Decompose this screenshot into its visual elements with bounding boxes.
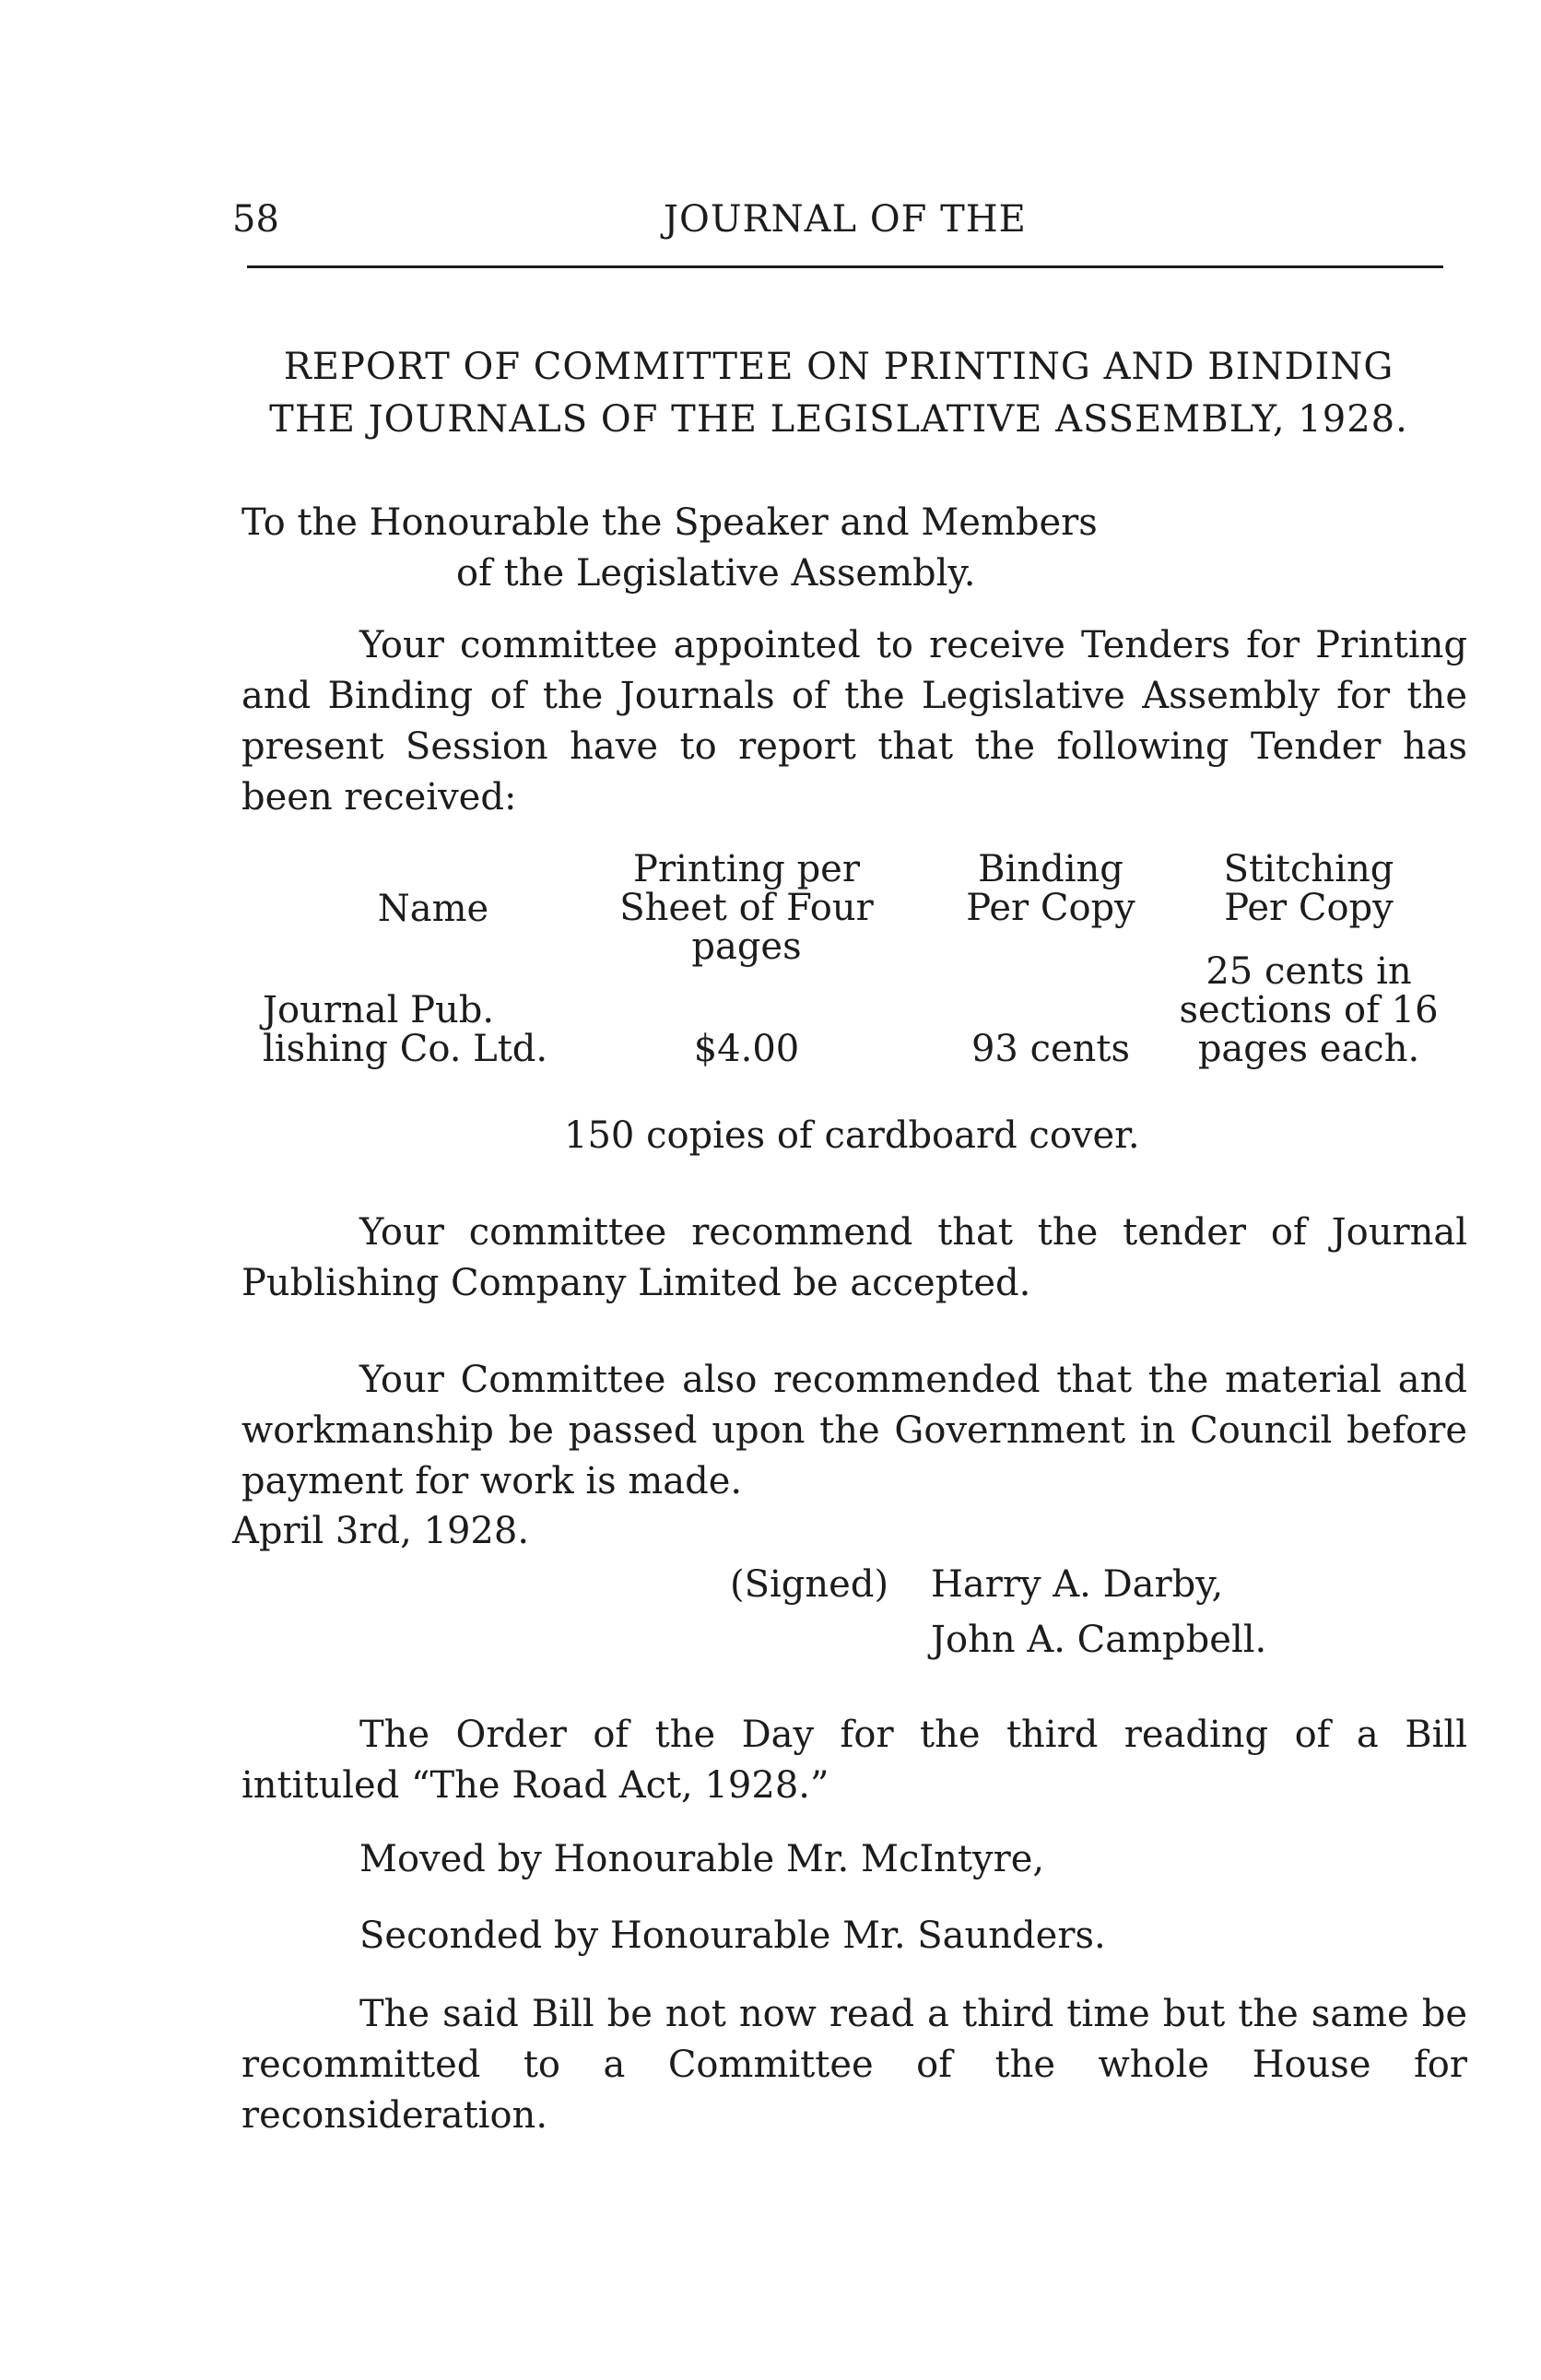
address-line-2: of the Legislative Assembly.	[456, 552, 976, 595]
header-binding	[931, 850, 1170, 927]
header-name: Name	[377, 888, 489, 930]
row-name-line-1: Journal Pub.	[263, 989, 495, 1031]
header-binding-line-1: Binding	[978, 848, 1123, 890]
row-name-line-2: lishing Co. Ltd.	[263, 1028, 548, 1070]
table-note: 150 copies of cardboard cover.	[564, 1114, 1140, 1157]
header-stitching	[1161, 850, 1456, 927]
header-printing-line-3: pages	[691, 925, 802, 968]
row-binding: 93 cents	[970, 1028, 1131, 1070]
signatory-2: John A. Campbell.	[931, 1619, 1267, 1661]
header-stitching-line-2: Per Copy	[1224, 887, 1394, 929]
signatory-1: Harry A. Darby,	[931, 1563, 1224, 1606]
moved-by: Moved by Honourable Mr. McIntyre,	[359, 1838, 1045, 1880]
row-stitching-line-3: pages each.	[1197, 1028, 1420, 1070]
header-stitching-line-1: Stitching	[1223, 848, 1394, 890]
row-printing: $4.00	[693, 1028, 800, 1070]
header-rule	[247, 265, 1443, 268]
address-line-1: To the Honourable the Speaker and Members	[241, 501, 1098, 544]
page-number: 58	[232, 198, 279, 241]
report-title-line-1: REPORT OF COMMITTEE ON PRINTING AND BINDING	[283, 346, 1394, 388]
report-date: April 3rd, 1928.	[232, 1510, 530, 1552]
header-printing-line-1: Printing per	[633, 848, 860, 890]
seconded-by: Seconded by Honourable Mr. Saunders.	[359, 1915, 1106, 1957]
row-stitching-line-2: sections of 16	[1179, 989, 1439, 1031]
recommend-paragraph: Your committee recommend that the tender of Journal Publishing Company Limited be accepted.	[241, 1211, 1467, 1304]
header-printing-line-2: Sheet of Four	[619, 887, 874, 929]
row-name	[263, 991, 547, 1068]
also-recommended-paragraph: Your Committee also recommended that the material and workmanship be passed upon the Government in Council before payment for work is made.	[241, 1359, 1467, 1502]
running-header: JOURNAL OF THE	[664, 198, 1027, 241]
header-binding-line-2: Per Copy	[966, 887, 1135, 929]
resolution-paragraph: The said Bill be not now read a third time but the same be recommitted to a Committee of the whole House for reconsideration.	[241, 1993, 1467, 2137]
report-title-line-2: THE JOURNALS OF THE LEGISLATIVE ASSEMBLY, 1928.	[269, 398, 1408, 441]
intro-paragraph: Your committee appointed to receive Tenders for Printing and Binding of the Journals of the Legislative Assembly for the present Session have to report that the following Tender has been received:	[241, 624, 1467, 819]
header-printing	[590, 850, 903, 966]
signed-label: (Signed)	[730, 1563, 889, 1606]
order-of-day-paragraph: The Order of the Day for the third reading of a Bill intituled “The Road Act, 1928.”	[241, 1714, 1467, 1807]
row-stitching	[1161, 952, 1456, 1068]
row-stitching-line-1: 25 cents in	[1206, 950, 1412, 993]
